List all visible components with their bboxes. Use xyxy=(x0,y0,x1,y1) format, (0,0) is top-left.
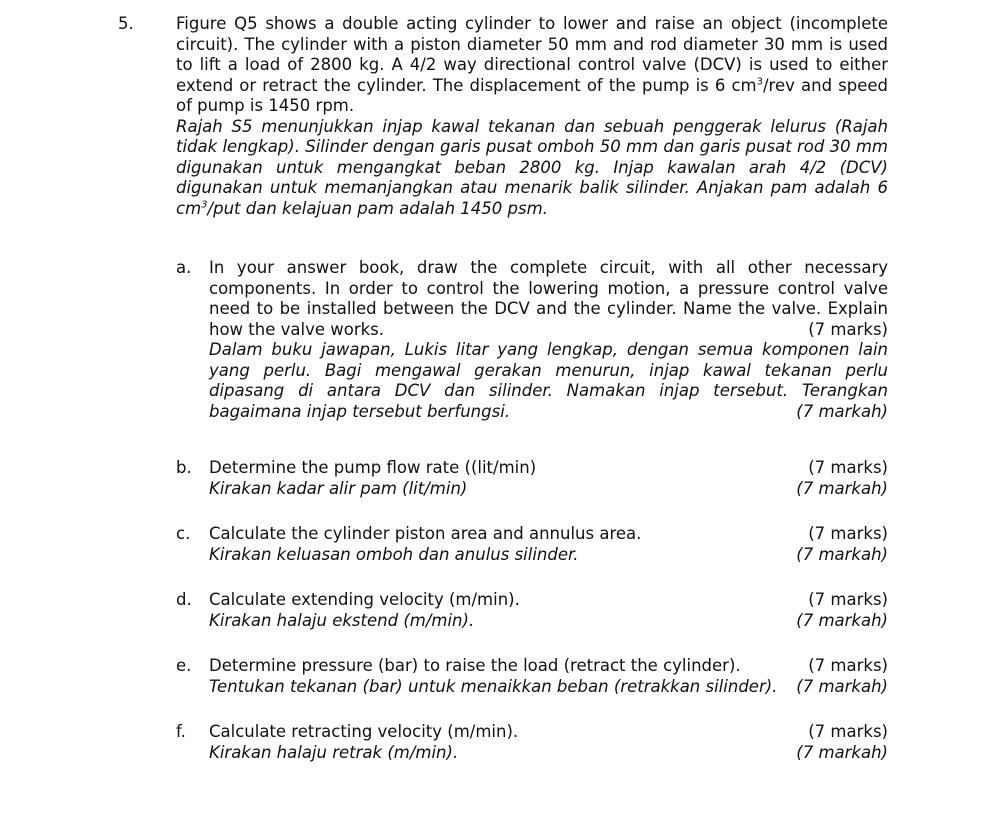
marks-english: (7 marks) xyxy=(808,722,888,741)
part-d xyxy=(176,590,888,631)
question-stem xyxy=(176,14,888,219)
part-question-english: Determine the pump flow rate ((lit/min) xyxy=(209,458,537,477)
part-label: c. xyxy=(176,524,191,543)
marks-english: (7 marks) xyxy=(808,319,888,339)
part-question-malay: Tentukan tekanan (bar) untuk menaikkan beban (retrakkan silinder). xyxy=(209,676,778,696)
part-c xyxy=(176,524,888,565)
part-label: a. xyxy=(176,258,192,277)
part-label: f. xyxy=(176,722,186,741)
part-question-english: In your answer book, draw the complete circuit, with all other necessary components. In order to control the lowering motion, a pressure control valve need to be installed between the DCV and the cylinder. Name the valve. Explain how the valve works. xyxy=(209,258,888,339)
part-label: e. xyxy=(176,656,192,675)
part-e xyxy=(176,656,888,697)
part-label: d. xyxy=(176,590,192,609)
stem-english xyxy=(176,14,888,117)
marks-english: (7 marks) xyxy=(808,656,888,675)
part-f xyxy=(176,722,888,763)
stem-english-text: Figure Q5 shows a double acting cylinder to lower and raise an object (incomplete circuit). The cylinder with a piston diameter 50 mm and rod diameter 30 mm is used to lift a load of 2800 kg. A 4/2 way directional control valve (DCV) is used to either extend or retract the cylinder. The displacement of the pump is 6 cm xyxy=(176,14,888,95)
stem-malay xyxy=(176,117,888,220)
superscript-3: 3 xyxy=(201,199,208,210)
marks-malay: (7 markah) xyxy=(796,401,888,421)
marks-english: (7 marks) xyxy=(808,458,888,477)
part-question-english: Calculate the cylinder piston area and annulus area. xyxy=(209,524,642,543)
marks-malay: (7 markah) xyxy=(796,610,888,630)
question-number: 5. xyxy=(118,14,134,33)
part-label: b. xyxy=(176,458,192,477)
superscript-3: 3 xyxy=(756,76,763,87)
part-question-malay: Kirakan halaju retrak (m/min). xyxy=(209,742,459,762)
part-question-english: Determine pressure (bar) to raise the load (retract the cylinder). xyxy=(209,656,741,675)
part-question-malay: Kirakan keluasan omboh dan anulus silinder. xyxy=(209,544,579,564)
marks-english: (7 marks) xyxy=(808,524,888,543)
stem-malay-end: /put dan kelajuan pam adalah 1450 psm. xyxy=(207,198,548,218)
part-text-english xyxy=(209,258,888,340)
part-a xyxy=(176,258,888,422)
stem-malay-text: Rajah S5 menunjukkan injap kawal tekanan dan sebuah penggerak lelurus (Rajah tidak lengkap). Silinder dengan garis pusat omboh 50 mm dan garis pusat rod 30 mm digunakan untuk mengangkat beban 2800 kg. Injap kawalan arah 4/2 (DCV) digunakan untuk memanjangkan atau menarik balik silinder. Anjakan pam adalah 6 cm xyxy=(176,116,888,218)
marks-malay: (7 markah) xyxy=(796,676,888,696)
part-text-malay xyxy=(209,340,888,422)
part-question-english: Calculate retracting velocity (m/min). xyxy=(209,722,519,741)
marks-malay: (7 markah) xyxy=(796,742,888,762)
part-question-malay: Kirakan halaju ekstend (m/min). xyxy=(209,610,475,630)
marks-malay: (7 markah) xyxy=(796,544,888,564)
part-question-malay: Kirakan kadar alir pam (lit/min) xyxy=(209,478,468,498)
part-b xyxy=(176,458,888,499)
stem-english-end: /rev and speed of pump is 1450 rpm. xyxy=(176,75,888,115)
part-question-malay: Dalam buku jawapan, Lukis litar yang lengkap, dengan semua komponen lain yang perlu. Bagi mengawal gerakan menurun, injap kawal tekanan perlu dipasang di antara DCV dan silinder. Namakan injap tersebut. Terangkan bagaimana injap tersebut berfungsi. xyxy=(209,340,888,421)
marks-english: (7 marks) xyxy=(808,590,888,609)
marks-malay: (7 markah) xyxy=(796,478,888,498)
part-question-english: Calculate extending velocity (m/min). xyxy=(209,590,520,609)
